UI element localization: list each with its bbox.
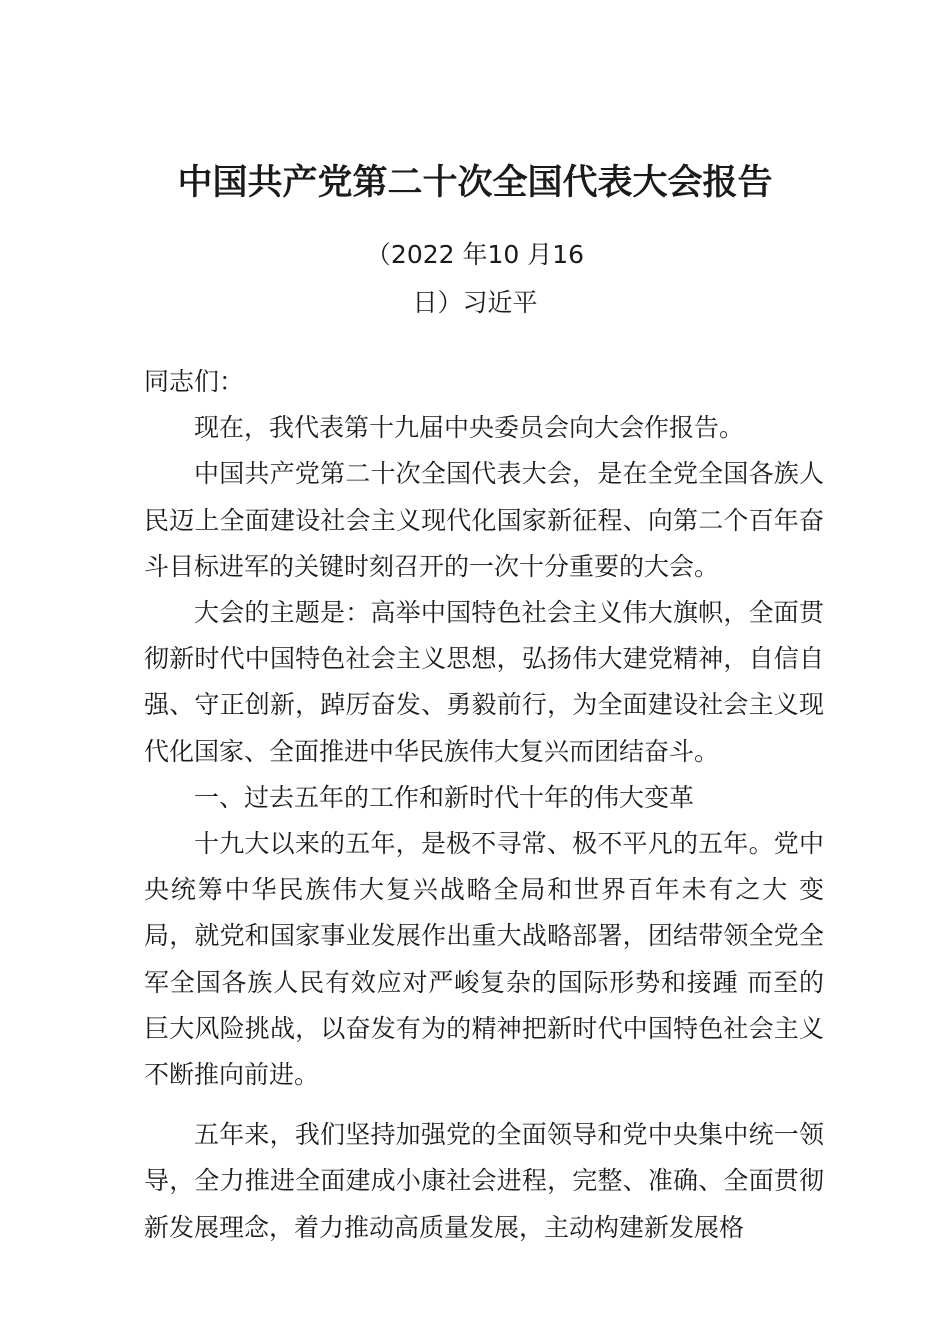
paragraph: 现在，我代表第十九届中央委员会向大会作报告。: [194, 413, 745, 443]
salutation: 同志们：: [144, 367, 245, 396]
paragraph: 大会的主题是：高举中国特色社会主义伟大旗帜，全面贯彻新时代中国特色社会主义思想，弘扬伟大建党精神，自信自强、守正创新，踔厉奋发、勇毅前行，为全面建设社会主义现代化国家、全面推进中华民族伟大复兴而团结奋斗。: [144, 598, 824, 766]
dateline-line-2: 日）习近平: [412, 288, 538, 317]
document-title: 中国共产党第二十次全国代表大会报告: [177, 162, 773, 203]
document-body: [144, 359, 824, 1251]
paragraph: 五年来，我们坚持加强党的全面领导和党中央集中统一领导，全力推进全面建成小康社会进程，完整、准确、全面贯彻新发展理念，着力推动高质量发展，主动构建新发展格: [144, 1120, 824, 1242]
paragraph: 十九大以来的五年，是极不寻常、极不平凡的五年。党中央统筹中华民族伟大复兴战略全局和世界百年未有之大 变局，就党和国家事业发展作出重大战略部署，团结带领全党全军全国各族人民有效应对严峻复杂的国际形势和接踵 而至的巨大风险挑战，以奋发有为的精神把新时代中国特色社会主义不断推向前进。: [144, 829, 824, 1090]
section-heading: 一、过去五年的工作和新时代十年的伟大变革: [194, 782, 695, 812]
paragraph: 中国共产党第二十次全国代表大会，是在全党全国各族人民迈上全面建设社会主义现代化国家新征程、向第二个百年奋斗目标进军的关键时刻召开的一次十分重要的大会。: [144, 459, 824, 581]
dateline-line-1: （2022 年10 月16: [365, 240, 585, 269]
